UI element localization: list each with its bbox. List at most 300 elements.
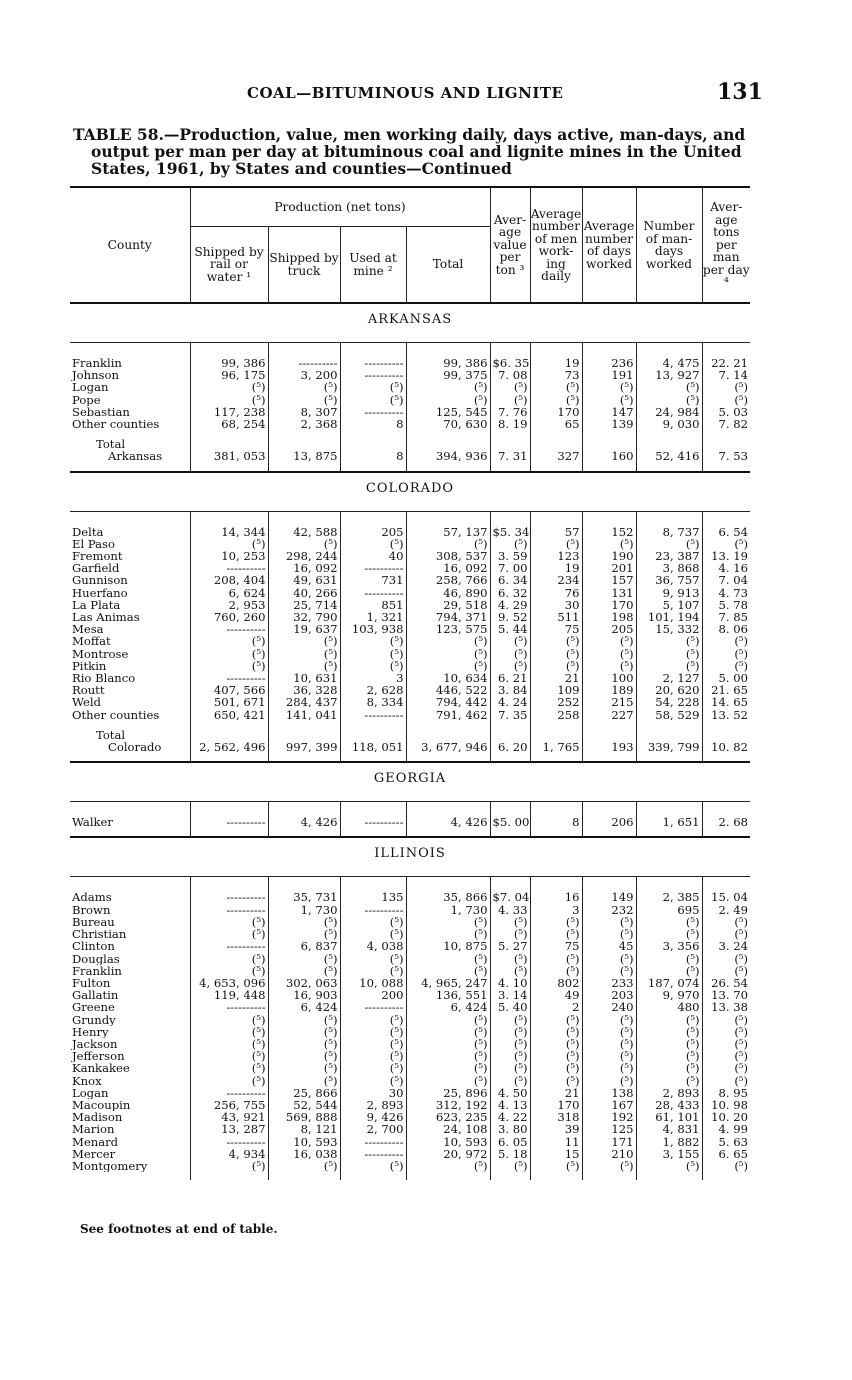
total-avg-men: 1, 765	[530, 721, 582, 753]
cell-total: 4, 426	[406, 816, 490, 828]
cell-shipped-rail: (⁵)	[190, 1050, 268, 1062]
cell-shipped-rail: 99, 386	[190, 357, 268, 369]
table-row	[70, 357, 750, 369]
total-label-line-2: Colorado	[108, 740, 162, 754]
cell-avg-value: (⁵)	[490, 1062, 530, 1074]
cell-avg-days: 167	[582, 1099, 636, 1111]
cell-used-at-mine: ----------	[340, 1001, 406, 1013]
cell-used-at-mine: 8	[340, 418, 406, 430]
cell-man-days: 61, 101	[636, 1111, 702, 1123]
cell-total: (⁵)	[406, 965, 490, 977]
cell-avg-tons: (⁵)	[702, 1075, 750, 1087]
county-name: Montrose	[72, 647, 129, 660]
cell-avg-value: (⁵)	[490, 916, 530, 928]
cell-avg-tons: (⁵)	[702, 928, 750, 940]
county-name: Johnson	[72, 369, 119, 382]
table-row	[70, 965, 750, 977]
cell-avg-men: 21	[530, 1087, 582, 1099]
cell-total: 16, 092	[406, 562, 490, 574]
cell-avg-tons: 8. 06	[702, 623, 750, 635]
cell-avg-tons: 26. 54	[702, 977, 750, 989]
cell-avg-value: 6. 21	[490, 672, 530, 684]
cell-avg-value: 7. 00	[490, 562, 530, 574]
cell-avg-men: 19	[530, 562, 582, 574]
cell-total: 10, 875	[406, 940, 490, 952]
cell-shipped-truck: (⁵)	[268, 1026, 340, 1038]
cell-shipped-rail: (⁵)	[190, 928, 268, 940]
cell-avg-tons: (⁵)	[702, 965, 750, 977]
cell-man-days: 1, 651	[636, 816, 702, 828]
total-shipped-rail: 2, 562, 496	[190, 721, 268, 753]
cell-avg-days: (⁵)	[582, 916, 636, 928]
state-name: ARKANSAS	[70, 303, 750, 343]
col-used-at-mine: Used at mine ²	[340, 227, 406, 303]
cell-avg-value: 3. 84	[490, 684, 530, 696]
cell-avg-tons: 13. 38	[702, 1001, 750, 1013]
cell-shipped-truck: 40, 266	[268, 587, 340, 599]
cell-avg-value: $5. 00	[490, 816, 530, 828]
cell-used-at-mine: (⁵)	[340, 635, 406, 647]
cell-man-days: (⁵)	[636, 1160, 702, 1172]
cell-avg-men: 57	[530, 526, 582, 538]
section-spacer	[70, 1172, 750, 1180]
cell-avg-tons: (⁵)	[702, 1062, 750, 1074]
cell-avg-men: 30	[530, 599, 582, 611]
total-label	[70, 721, 190, 753]
county-name: Logan	[72, 1086, 109, 1099]
cell-shipped-rail: ----------	[190, 1136, 268, 1148]
cell-avg-value: 8. 19	[490, 418, 530, 430]
cell-shipped-truck: (⁵)	[268, 648, 340, 660]
cell-avg-men: (⁵)	[530, 1050, 582, 1062]
table-row	[70, 891, 750, 903]
cell-man-days: 9, 913	[636, 587, 702, 599]
county-name: Bureau	[72, 915, 115, 929]
cell-avg-tons: 21. 65	[702, 684, 750, 696]
cell-shipped-rail: (⁵)	[190, 953, 268, 965]
cell-shipped-rail: (⁵)	[190, 648, 268, 660]
cell-avg-value: (⁵)	[490, 660, 530, 672]
county-name: Jefferson	[72, 1050, 125, 1063]
cell-total: 57, 137	[406, 526, 490, 538]
table-row	[70, 635, 750, 647]
cell-avg-value: 6. 05	[490, 1136, 530, 1148]
cell-shipped-truck: 42, 588	[268, 526, 340, 538]
cell-avg-tons: (⁵)	[702, 953, 750, 965]
county-name: Douglas	[72, 952, 120, 965]
cell-avg-tons: 4. 73	[702, 587, 750, 599]
cell-shipped-truck: (⁵)	[268, 635, 340, 647]
cell-avg-tons: 22. 21	[702, 357, 750, 369]
cell-avg-days: 192	[582, 1111, 636, 1123]
col-shipped-truck: Shipped by truck	[268, 227, 340, 303]
county-name: Macoupin	[72, 1098, 131, 1112]
cell-used-at-mine: ----------	[340, 904, 406, 916]
table-row	[70, 1062, 750, 1074]
cell-man-days: (⁵)	[636, 965, 702, 977]
cell-avg-tons: 2. 68	[702, 816, 750, 828]
cell-avg-men: 39	[530, 1123, 582, 1135]
county-name: Weld	[72, 696, 101, 709]
cell-used-at-mine: (⁵)	[340, 953, 406, 965]
cell-avg-men: 75	[530, 623, 582, 635]
cell-avg-men: 73	[530, 369, 582, 381]
col-man-days: Number of man- days worked	[636, 187, 702, 303]
cell-avg-tons: 5. 00	[702, 672, 750, 684]
county-name: Routt	[72, 684, 105, 697]
cell-avg-days: 149	[582, 891, 636, 903]
county-name: Other counties	[72, 708, 160, 721]
cell-total: 35, 866	[406, 891, 490, 903]
cell-man-days: 20, 620	[636, 684, 702, 696]
table-row	[70, 977, 750, 989]
cell-avg-value: 4. 10	[490, 977, 530, 989]
cell-shipped-rail: 2, 953	[190, 599, 268, 611]
cell-avg-men: 65	[530, 418, 582, 430]
table-row	[70, 1026, 750, 1038]
cell-total: 70, 630	[406, 418, 490, 430]
state-header-row	[70, 762, 750, 802]
cell-total: 136, 551	[406, 989, 490, 1001]
cell-shipped-truck: (⁵)	[268, 381, 340, 393]
cell-avg-tons: 3. 24	[702, 940, 750, 952]
cell-used-at-mine: 40	[340, 550, 406, 562]
cell-used-at-mine: ----------	[340, 816, 406, 828]
total-row	[70, 721, 750, 753]
cell-total: (⁵)	[406, 916, 490, 928]
cell-man-days: 3, 868	[636, 562, 702, 574]
total-shipped-rail: 381, 053	[190, 430, 268, 462]
cell-avg-value: (⁵)	[490, 1160, 530, 1172]
cell-avg-value: $6. 35	[490, 357, 530, 369]
total-man-days: 339, 799	[636, 721, 702, 753]
cell-used-at-mine: 2, 700	[340, 1123, 406, 1135]
cell-shipped-rail: (⁵)	[190, 1014, 268, 1026]
state-header-row	[70, 837, 750, 877]
table-row	[70, 1014, 750, 1026]
cell-avg-value: $7. 04	[490, 891, 530, 903]
cell-used-at-mine: 205	[340, 526, 406, 538]
cell-man-days: 58, 529	[636, 709, 702, 721]
total-used-at-mine: 118, 051	[340, 721, 406, 753]
cell-avg-value: (⁵)	[490, 538, 530, 550]
state-name: COLORADO	[70, 472, 750, 512]
cell-avg-days: (⁵)	[582, 1038, 636, 1050]
cell-avg-days: 206	[582, 816, 636, 828]
cell-shipped-truck: 16, 038	[268, 1148, 340, 1160]
cell-avg-days: 227	[582, 709, 636, 721]
total-used-at-mine: 8	[340, 430, 406, 462]
cell-avg-men: 318	[530, 1111, 582, 1123]
cell-avg-men: (⁵)	[530, 381, 582, 393]
cell-avg-tons: 4. 99	[702, 1123, 750, 1135]
cell-shipped-truck: 10, 593	[268, 1136, 340, 1148]
total-row	[70, 430, 750, 462]
cell-avg-days: 203	[582, 989, 636, 1001]
cell-man-days: (⁵)	[636, 1075, 702, 1087]
cell-total: 258, 766	[406, 574, 490, 586]
cell-avg-value: (⁵)	[490, 1050, 530, 1062]
cell-shipped-truck: 25, 866	[268, 1087, 340, 1099]
cell-shipped-rail: (⁵)	[190, 916, 268, 928]
section-rule	[70, 877, 750, 892]
cell-shipped-rail: (⁵)	[190, 660, 268, 672]
total-avg-days: 160	[582, 430, 636, 462]
cell-shipped-truck: (⁵)	[268, 1050, 340, 1062]
cell-avg-men: 109	[530, 684, 582, 696]
cell-avg-tons: (⁵)	[702, 648, 750, 660]
cell-man-days: (⁵)	[636, 660, 702, 672]
cell-avg-tons: (⁵)	[702, 1160, 750, 1172]
cell-used-at-mine: ----------	[340, 562, 406, 574]
cell-avg-days: 138	[582, 1087, 636, 1099]
cell-man-days: 24, 984	[636, 406, 702, 418]
cell-avg-days: 215	[582, 696, 636, 708]
county-name: Adams	[72, 891, 112, 904]
cell-avg-days: 240	[582, 1001, 636, 1013]
cell-man-days: 54, 228	[636, 696, 702, 708]
cell-total: 10, 634	[406, 672, 490, 684]
table-row	[70, 1123, 750, 1135]
cell-shipped-rail: 43, 921	[190, 1111, 268, 1123]
cell-avg-value: 4. 13	[490, 1099, 530, 1111]
total-avg-tons: 7. 53	[702, 430, 750, 462]
cell-avg-men: 123	[530, 550, 582, 562]
table-row	[70, 369, 750, 381]
page-number: 131	[717, 79, 763, 105]
table-row	[70, 418, 750, 430]
cell-used-at-mine: 9, 426	[340, 1111, 406, 1123]
col-county: County	[70, 187, 190, 303]
cell-avg-men: (⁵)	[530, 660, 582, 672]
cell-total: 10, 593	[406, 1136, 490, 1148]
section-spacer	[70, 753, 750, 762]
cell-avg-value: (⁵)	[490, 381, 530, 393]
cell-man-days: (⁵)	[636, 1050, 702, 1062]
cell-avg-tons: 8. 95	[702, 1087, 750, 1099]
cell-avg-men: 252	[530, 696, 582, 708]
cell-avg-days: (⁵)	[582, 381, 636, 393]
cell-shipped-truck: (⁵)	[268, 1014, 340, 1026]
table-row	[70, 684, 750, 696]
col-shipped-rail: Shipped by rail or water ¹	[190, 227, 268, 303]
cell-man-days: (⁵)	[636, 1038, 702, 1050]
cell-avg-days: 157	[582, 574, 636, 586]
cell-used-at-mine: (⁵)	[340, 1038, 406, 1050]
cell-avg-days: 100	[582, 672, 636, 684]
cell-shipped-rail: 68, 254	[190, 418, 268, 430]
cell-man-days: (⁵)	[636, 635, 702, 647]
cell-avg-tons: 6. 54	[702, 526, 750, 538]
cell-avg-tons: 5. 78	[702, 599, 750, 611]
cell-man-days: (⁵)	[636, 538, 702, 550]
county-name: El Paso	[72, 537, 115, 551]
cell-avg-days: 139	[582, 418, 636, 430]
county-name: Moffat	[72, 635, 111, 648]
cell-used-at-mine: ----------	[340, 406, 406, 418]
production-table	[70, 186, 750, 1180]
cell-avg-value: (⁵)	[490, 394, 530, 406]
cell-shipped-rail: 10, 253	[190, 550, 268, 562]
cell-shipped-truck: 6, 837	[268, 940, 340, 952]
cell-man-days: (⁵)	[636, 1014, 702, 1026]
cell-shipped-truck: 36, 328	[268, 684, 340, 696]
col-avg-tons: Aver- age tons per man per day ⁴	[702, 187, 750, 303]
state-name: GEORGIA	[70, 762, 750, 802]
cell-avg-men: (⁵)	[530, 965, 582, 977]
cell-total: (⁵)	[406, 660, 490, 672]
cell-total: 99, 386	[406, 357, 490, 369]
cell-avg-men: (⁵)	[530, 953, 582, 965]
cell-man-days: 8, 737	[636, 526, 702, 538]
table-row	[70, 904, 750, 916]
cell-shipped-truck: 4, 426	[268, 816, 340, 828]
cell-shipped-truck: 25, 714	[268, 599, 340, 611]
cell-avg-men: (⁵)	[530, 538, 582, 550]
county-name: Knox	[72, 1074, 102, 1087]
cell-shipped-truck: (⁵)	[268, 1062, 340, 1074]
table-row	[70, 587, 750, 599]
cell-avg-men: 19	[530, 357, 582, 369]
cell-avg-days: (⁵)	[582, 635, 636, 647]
cell-avg-days: (⁵)	[582, 1014, 636, 1026]
cell-avg-days: 198	[582, 611, 636, 623]
table-row	[70, 1038, 750, 1050]
cell-shipped-rail: ----------	[190, 904, 268, 916]
cell-shipped-truck: 2, 368	[268, 418, 340, 430]
cell-avg-days: 191	[582, 369, 636, 381]
cell-shipped-rail: (⁵)	[190, 965, 268, 977]
cell-shipped-truck: 3, 200	[268, 369, 340, 381]
county-name: Sebastian	[72, 405, 130, 419]
cell-man-days: 5, 107	[636, 599, 702, 611]
cell-total: 794, 371	[406, 611, 490, 623]
table-row	[70, 660, 750, 672]
county-name: Franklin	[72, 964, 122, 977]
total-avg-days: 193	[582, 721, 636, 753]
table-row	[70, 1001, 750, 1013]
cell-avg-value: 3. 59	[490, 550, 530, 562]
cell-shipped-truck: 35, 731	[268, 891, 340, 903]
table-row	[70, 648, 750, 660]
cell-shipped-rail: (⁵)	[190, 635, 268, 647]
cell-man-days: 4, 831	[636, 1123, 702, 1135]
table-header	[70, 187, 750, 303]
cell-avg-tons: 13. 52	[702, 709, 750, 721]
cell-avg-men: 15	[530, 1148, 582, 1160]
cell-avg-men: (⁵)	[530, 916, 582, 928]
cell-avg-tons: 10. 98	[702, 1099, 750, 1111]
cell-avg-tons: (⁵)	[702, 1038, 750, 1050]
cell-avg-men: 49	[530, 989, 582, 1001]
cell-used-at-mine: (⁵)	[340, 648, 406, 660]
table-row	[70, 1075, 750, 1087]
state-header-row	[70, 472, 750, 512]
cell-avg-men: 2	[530, 1001, 582, 1013]
cell-shipped-truck: (⁵)	[268, 538, 340, 550]
cell-used-at-mine: ----------	[340, 709, 406, 721]
cell-avg-days: 131	[582, 587, 636, 599]
cell-used-at-mine: (⁵)	[340, 394, 406, 406]
table-row	[70, 574, 750, 586]
cell-used-at-mine: (⁵)	[340, 1026, 406, 1038]
table-row	[70, 406, 750, 418]
county-name: Brown	[72, 903, 111, 916]
cell-used-at-mine: (⁵)	[340, 1160, 406, 1172]
county-name: Walker	[72, 816, 113, 829]
cell-avg-days: 125	[582, 1123, 636, 1135]
cell-shipped-truck: (⁵)	[268, 965, 340, 977]
col-avg-value: Aver- age value per ton ³	[490, 187, 530, 303]
cell-avg-value: (⁵)	[490, 928, 530, 940]
cell-avg-tons: (⁵)	[702, 381, 750, 393]
cell-avg-value: (⁵)	[490, 1014, 530, 1026]
total-total: 394, 936	[406, 430, 490, 462]
county-name: Logan	[72, 381, 109, 394]
cell-shipped-rail: 650, 421	[190, 709, 268, 721]
cell-man-days: (⁵)	[636, 381, 702, 393]
total-label-line-1: Total	[96, 727, 126, 742]
cell-man-days: 9, 970	[636, 989, 702, 1001]
cell-avg-tons: (⁵)	[702, 538, 750, 550]
cell-avg-tons: 14. 65	[702, 696, 750, 708]
cell-shipped-truck: 16, 903	[268, 989, 340, 1001]
cell-total: (⁵)	[406, 635, 490, 647]
county-name: Franklin	[72, 357, 122, 370]
cell-man-days: (⁵)	[636, 916, 702, 928]
cell-shipped-rail: ----------	[190, 816, 268, 828]
cell-avg-value: (⁵)	[490, 1038, 530, 1050]
cell-shipped-truck: 8, 307	[268, 406, 340, 418]
cell-total: 20, 972	[406, 1148, 490, 1160]
caption-line-1: TABLE 58.—Production, value, men working daily, days active, man-days, and	[73, 125, 746, 144]
caption-line-3: States, 1961, by States and counties—Continued	[91, 159, 512, 178]
cell-avg-men: 3	[530, 904, 582, 916]
cell-shipped-truck: 19, 637	[268, 623, 340, 635]
cell-used-at-mine: 2, 893	[340, 1099, 406, 1111]
cell-avg-men: 511	[530, 611, 582, 623]
cell-avg-days: 210	[582, 1148, 636, 1160]
cell-shipped-rail: 6, 624	[190, 587, 268, 599]
cell-shipped-rail: ----------	[190, 1001, 268, 1013]
cell-shipped-rail: 13, 287	[190, 1123, 268, 1135]
cell-used-at-mine: 851	[340, 599, 406, 611]
cell-shipped-rail: ----------	[190, 891, 268, 903]
cell-total: 25, 896	[406, 1087, 490, 1099]
cell-used-at-mine: 103, 938	[340, 623, 406, 635]
cell-shipped-truck: 52, 544	[268, 1099, 340, 1111]
cell-shipped-rail: 14, 344	[190, 526, 268, 538]
cell-shipped-rail: 117, 238	[190, 406, 268, 418]
cell-shipped-truck: 16, 092	[268, 562, 340, 574]
table-row	[70, 1099, 750, 1111]
cell-avg-value: (⁵)	[490, 1075, 530, 1087]
cell-avg-days: (⁵)	[582, 394, 636, 406]
table-row	[70, 940, 750, 952]
cell-used-at-mine: 10, 088	[340, 977, 406, 989]
cell-total: (⁵)	[406, 1026, 490, 1038]
cell-shipped-truck: ----------	[268, 357, 340, 369]
cell-avg-value: 5. 40	[490, 1001, 530, 1013]
total-avg-value: 6. 20	[490, 721, 530, 753]
cell-avg-days: (⁵)	[582, 538, 636, 550]
total-label	[70, 430, 190, 462]
cell-man-days: (⁵)	[636, 953, 702, 965]
cell-avg-men: (⁵)	[530, 635, 582, 647]
table-row	[70, 696, 750, 708]
cell-total: 99, 375	[406, 369, 490, 381]
table-row	[70, 538, 750, 550]
